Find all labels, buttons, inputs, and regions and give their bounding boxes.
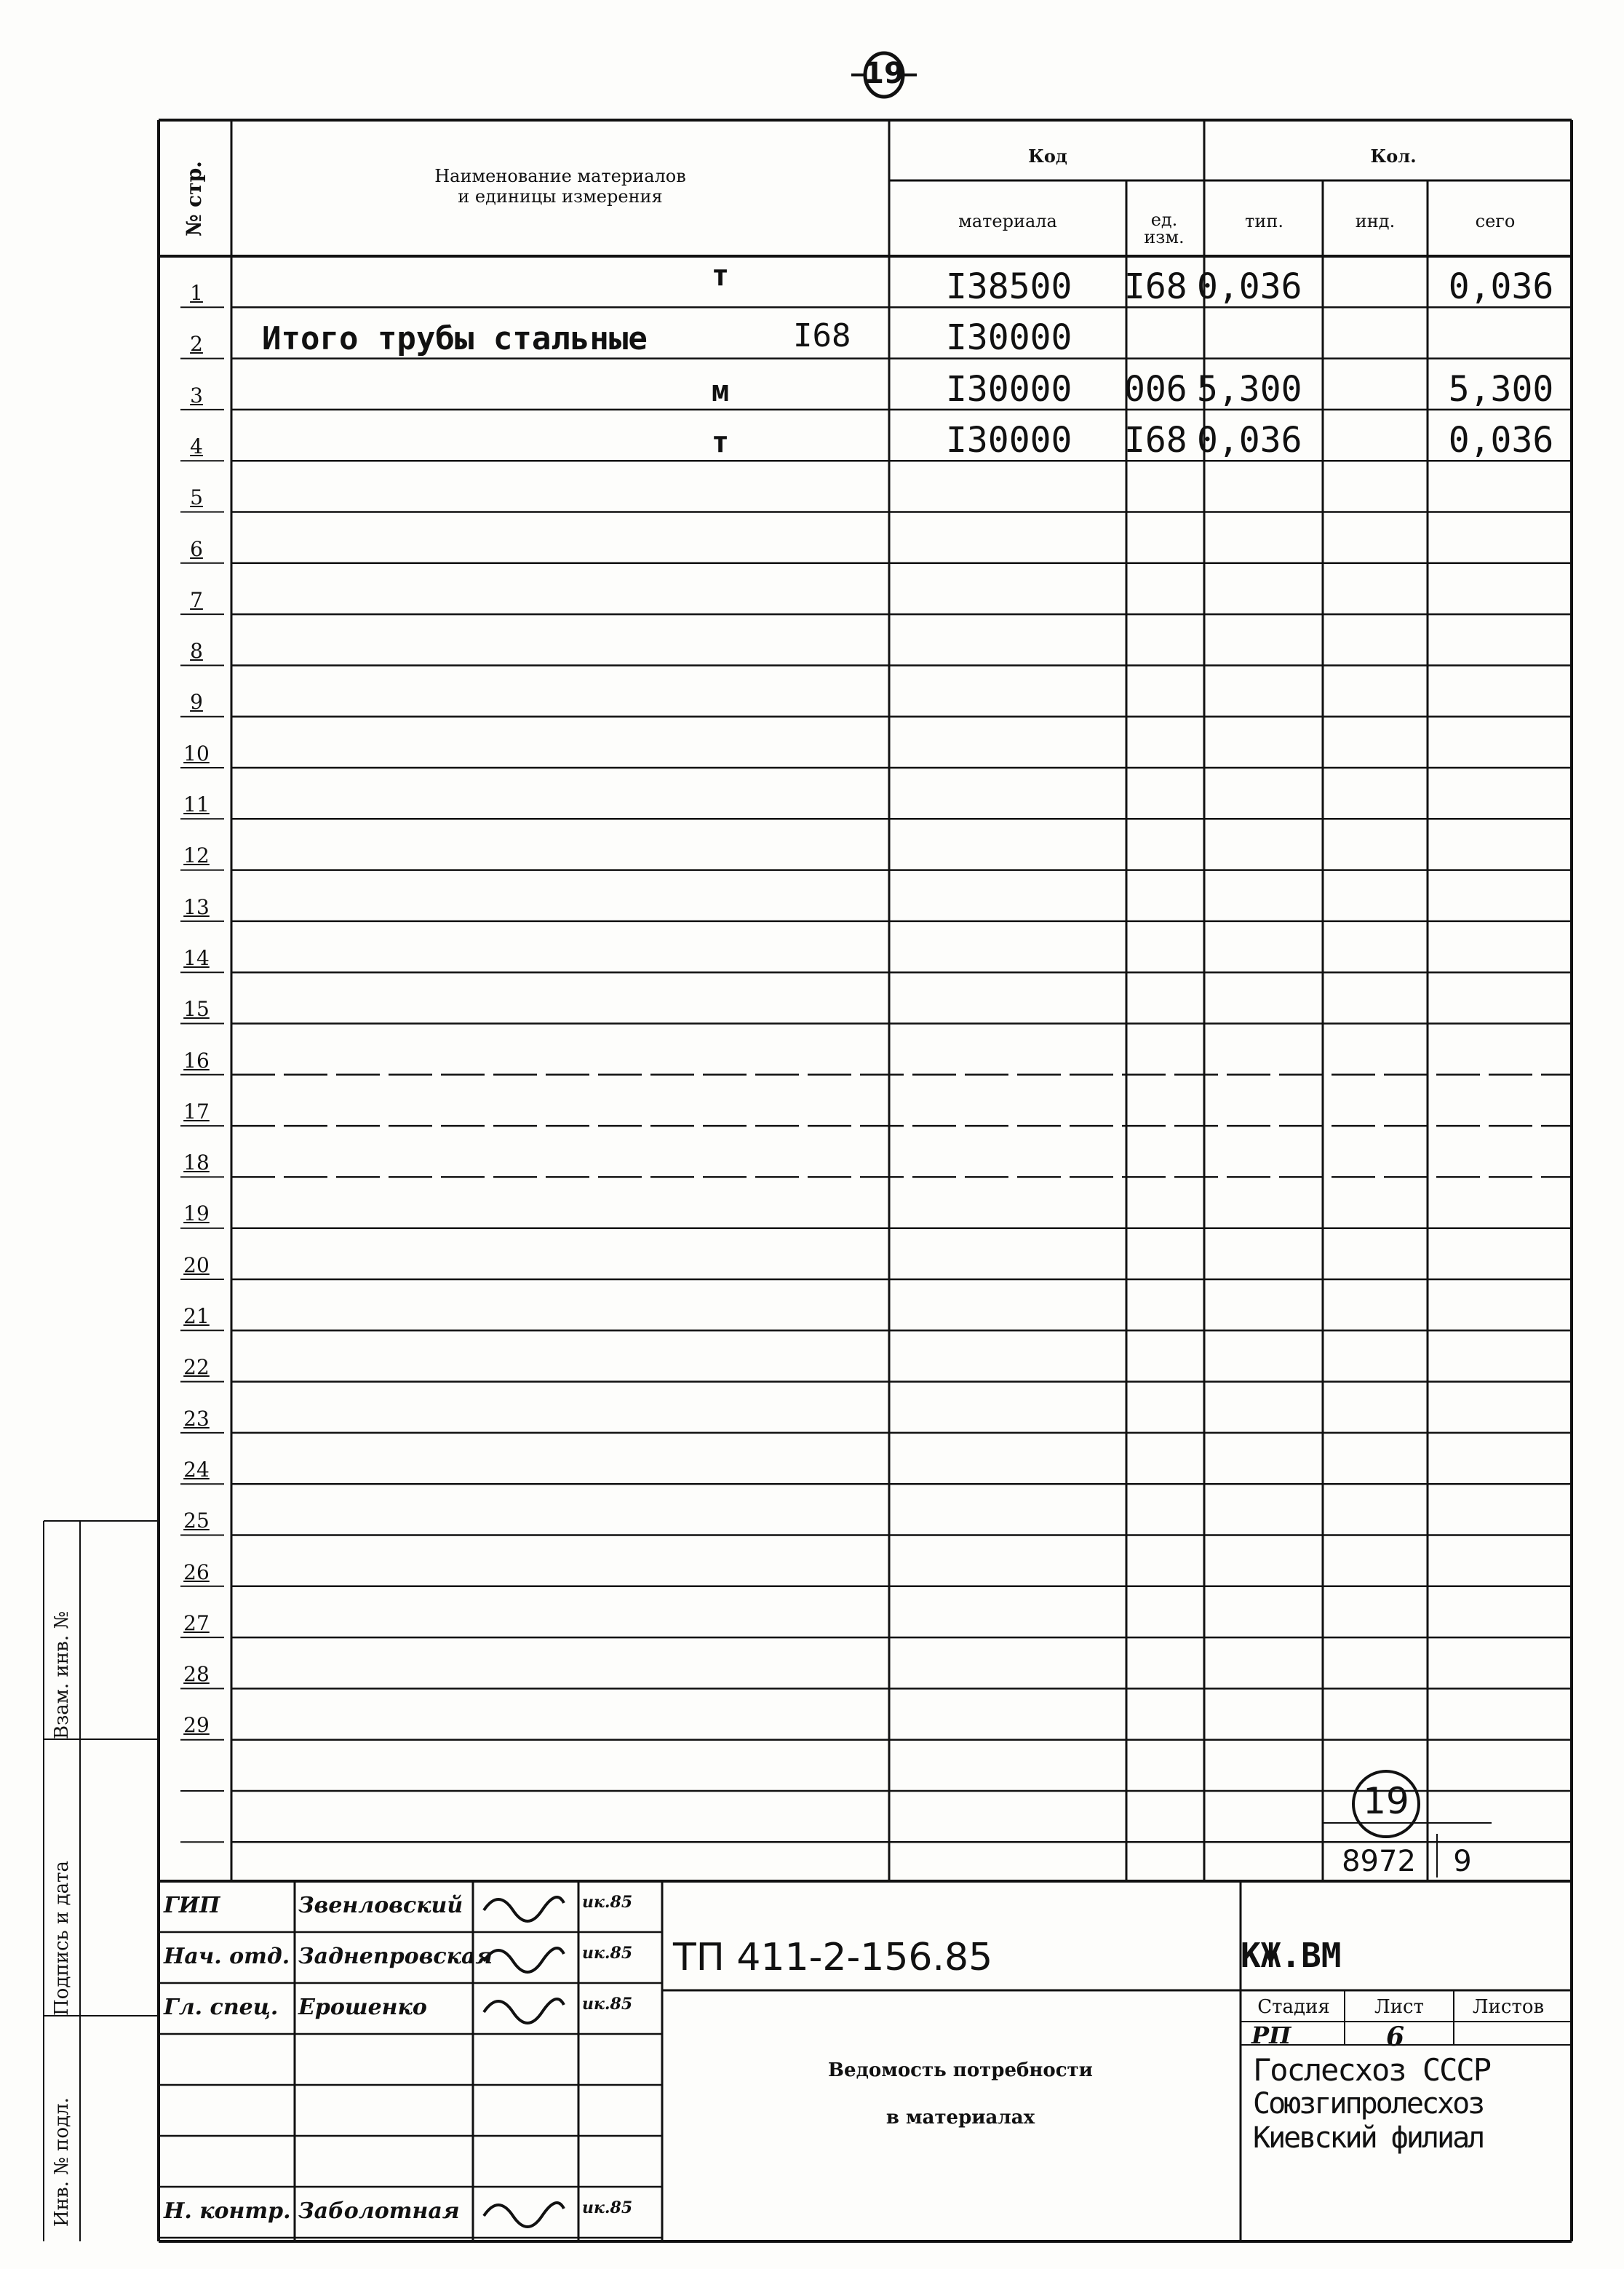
doc-title-line-2: в материалах <box>885 2107 1035 2129</box>
archive-sheet: 9 <box>1453 1845 1472 1878</box>
header-qty-typ: тип. <box>1245 211 1283 231</box>
row-qty-typ: 0,036 <box>1197 266 1302 307</box>
page-marker: 19 <box>851 49 917 100</box>
signer-role: ГИП <box>164 1893 220 1918</box>
row-material-code: I30000 <box>946 317 1072 359</box>
row-unit-code: 006 <box>1124 368 1187 410</box>
signature <box>484 1999 564 2023</box>
row-unit-symbol: т <box>712 259 730 293</box>
side-label-inv-repl: Взам. инв. № <box>51 1611 73 1739</box>
signer-name: Заднепровская <box>298 1944 493 1969</box>
row-number: 4 <box>190 434 203 458</box>
row-number: 11 <box>183 792 210 816</box>
row-number: 28 <box>183 1662 210 1687</box>
signature <box>484 1897 564 1921</box>
header-code-material: материала <box>958 211 1057 231</box>
sheets-label: Листов <box>1472 1996 1545 2018</box>
org-line-3: Киевский филиал <box>1253 2121 1484 2155</box>
row-number: 16 <box>183 1048 210 1073</box>
row-number: 15 <box>183 997 210 1022</box>
row-number: 18 <box>183 1151 210 1175</box>
header-row-no: № стр. <box>182 161 206 237</box>
row-unit-symbol: т <box>712 425 730 459</box>
row-number: 29 <box>183 1713 210 1738</box>
header-qty: Кол. <box>1370 146 1417 167</box>
stage-label: Стадия <box>1257 1996 1330 2018</box>
row-number: 24 <box>183 1457 210 1482</box>
row-material-code: I30000 <box>946 419 1072 461</box>
header-code-unit: ед. изм. <box>1144 210 1185 247</box>
signer-name: Звенловский <box>298 1893 463 1918</box>
sheet-label: Лист <box>1374 1996 1424 2018</box>
mark: КЖ.ВМ <box>1241 1936 1342 1975</box>
designation: ТП 411-2-156.85 <box>673 1936 993 1979</box>
side-label-sign-date: Подпись и дата <box>51 1861 73 2016</box>
signer-date: ик.85 <box>582 1944 633 1963</box>
signature <box>484 2203 564 2227</box>
row-qty-typ: 0,036 <box>1197 419 1302 461</box>
row-unit-code: I68 <box>1124 266 1187 307</box>
row-number: 10 <box>183 741 210 766</box>
stamp-number: 19 <box>1363 1780 1409 1822</box>
row-number: 21 <box>183 1304 210 1328</box>
signer-date: ик.85 <box>582 1893 633 1912</box>
row-qty-total: 0,036 <box>1448 419 1554 461</box>
row-number: 6 <box>190 536 203 561</box>
org-line-2: Союзгипролесхоз <box>1253 2087 1484 2121</box>
header-name: Наименование материалов и единицы измерения <box>434 166 686 207</box>
header-code: Код <box>1028 146 1067 167</box>
row-number: 8 <box>190 639 203 664</box>
row-material-code: I38500 <box>946 266 1072 307</box>
row-number: 17 <box>183 1099 210 1124</box>
archive-number: 8972 <box>1342 1845 1416 1878</box>
row-number: 2 <box>190 332 203 357</box>
signer-role: Н. контр. <box>164 2198 291 2224</box>
row-number: 3 <box>190 383 203 408</box>
row-qty-total: 0,036 <box>1448 266 1554 307</box>
side-label-inv-orig: Инв. № подл. <box>51 2097 73 2227</box>
signer-name: Ерошенко <box>298 1995 427 2020</box>
row-number: 7 <box>190 587 203 612</box>
sheet-value: 6 <box>1386 2022 1405 2052</box>
row-number: 1 <box>190 281 203 305</box>
org-line-1: Гослесхоз СССР <box>1253 2052 1491 2088</box>
row-unit-code: I68 <box>1124 419 1187 461</box>
row-qty-total: 5,300 <box>1448 368 1554 410</box>
signature <box>484 1948 564 1972</box>
row-number: 5 <box>190 485 203 510</box>
row-number: 26 <box>183 1559 210 1584</box>
row-number: 9 <box>190 690 203 715</box>
row-material-code: I30000 <box>946 368 1072 410</box>
signer-role: Нач. отд. <box>164 1944 290 1969</box>
signer-date: ик.85 <box>582 2198 633 2217</box>
doc-title-line-1: Ведомость потребности <box>828 2059 1093 2081</box>
row-number: 19 <box>183 1201 210 1226</box>
row-unit-symbol: м <box>712 374 730 408</box>
row-number: 25 <box>183 1509 210 1533</box>
row-number: 23 <box>183 1406 210 1431</box>
row-qty-typ: 5,300 <box>1197 368 1302 410</box>
row-number: 20 <box>183 1252 210 1277</box>
signer-name: Заболотная <box>298 2198 460 2224</box>
row-number: 27 <box>183 1610 210 1635</box>
row-number: 22 <box>183 1355 210 1380</box>
row-number: 12 <box>183 843 210 868</box>
header-qty-ind: инд. <box>1355 211 1396 231</box>
row-number: 13 <box>183 894 210 919</box>
row-number: 14 <box>183 945 210 970</box>
row-name-unit-code: I68 <box>793 317 851 355</box>
signer-role: Гл. спец. <box>164 1995 279 2020</box>
signer-date: ик.85 <box>582 1995 633 2014</box>
stage-value: РП <box>1251 2022 1291 2049</box>
row-name: Итого трубы стальные <box>262 320 648 358</box>
header-qty-total: сего <box>1475 211 1516 231</box>
